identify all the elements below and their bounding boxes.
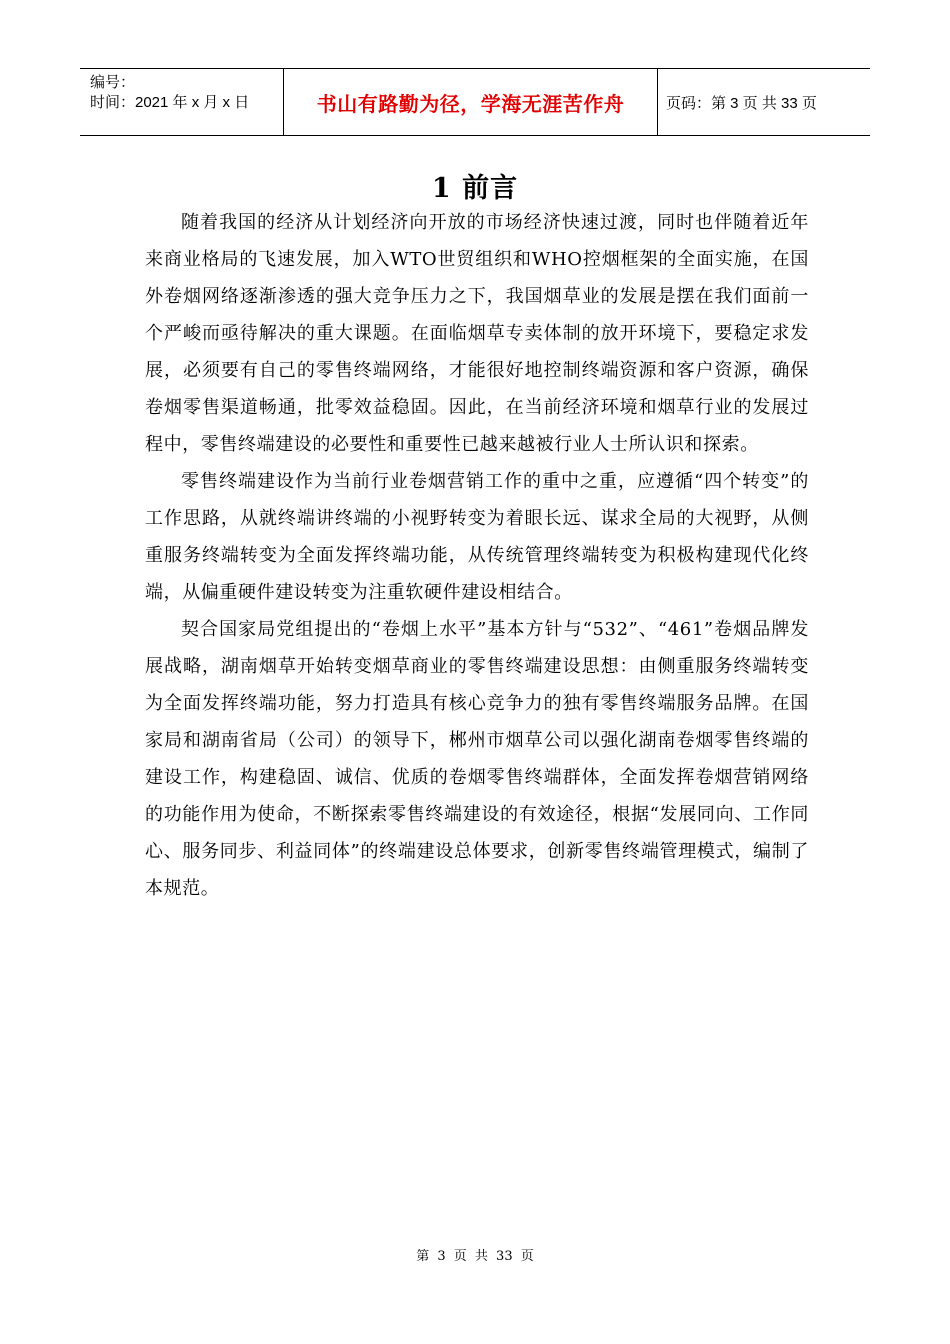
header-page-info-cell xyxy=(658,69,870,135)
body-paragraph-1: 随着我国的经济从计划经济向开放的市场经济快速过渡，同时也伴随着近年来商业格局的飞速发展，加入WTO世贸组织和WHO控烟框架的全面实施，在国外卷烟网络逐渐渗透的强大竞争压力之下，我国烟草业的发展是摆在我们面前一个严峻而亟待解决的重大课题。在面临烟草专卖体制的放开环境下，要稳定求发展，必须要有自己的零售终端网络，才能很好地控制终端资源和客户资源，确保卷烟零售渠道畅通，批零效益稳固。因此，在当前经济环境和烟草行业的发展过程中，零售终端建设的必要性和重要性已越来越被行业人士所认识和探索。 xyxy=(145,212,809,455)
header-page-info: 页码：第 3 页 共 33 页 xyxy=(666,94,817,112)
page-footer: 第 3 页 共 33 页 xyxy=(416,1249,534,1264)
header-motto-cell xyxy=(283,69,658,135)
header-motto: 书山有路勤为径，学海无涯苦作舟 xyxy=(316,91,625,116)
document-date: 时间：2021 年 x 月 x 日 xyxy=(90,94,250,111)
section-title: 1 前言 xyxy=(431,173,519,204)
document-number-label: 编号： xyxy=(90,74,136,91)
body-paragraph-3: 契合国家局党组提出的“卷烟上水平”基本方针与“532”、“461”卷烟品牌发展战略，湖南烟草开始转变烟草商业的零售终端建设思想：由侧重服务终端转变为全面发挥终端功能，努力打造具有核心竞争力的独有零售终端服务品牌。在国家局和湖南省局（公司）的领导下，郴州市烟草公司以强化湖南卷烟零售终端的建设工作，构建稳固、诚信、优质的卷烟零售终端群体，全面发挥卷烟营销网络的功能作用为使命，不断探索零售终端建设的有效途径，根据“发展同向、工作同心、服务同步、利益同体”的终端建设总体要求，创新零售终端管理模式，编制了本规范。 xyxy=(145,619,809,899)
body-paragraph-2: 零售终端建设作为当前行业卷烟营销工作的重中之重，应遵循“四个转变”的工作思路，从就终端讲终端的小视野转变为着眼长远、谋求全局的大视野，从侧重服务终端转变为全面发挥终端功能，从传统管理终端转变为积极构建现代化终端，从偏重硬件建设转变为注重软硬件建设相结合。 xyxy=(145,471,809,603)
document-body xyxy=(145,204,809,907)
page-header xyxy=(80,68,870,136)
header-meta xyxy=(80,69,283,135)
